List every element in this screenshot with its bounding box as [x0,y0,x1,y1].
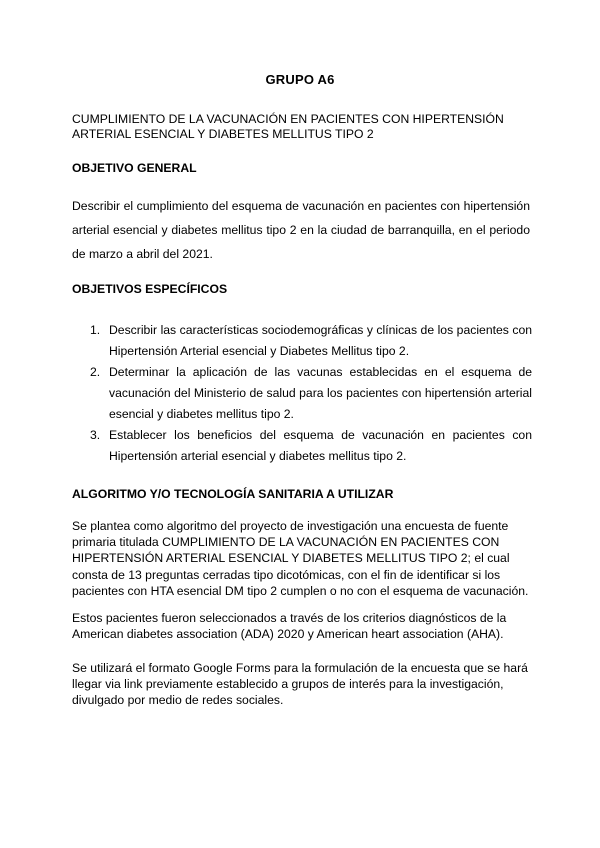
list-item-text: Determinar la aplicación de las vacunas establecidas en el esquema de vacunación del Ministerio de salud para los pacientes con hipertensión arterial esencial y diabetes mellitus tipo 2. [109,365,532,421]
list-item-number: 2. [90,365,101,379]
list-item [72,320,532,362]
list-item-number: 3. [90,428,101,442]
general-objective-heading: OBJETIVO GENERAL [72,161,197,175]
list-item-number: 1. [90,323,101,337]
algorithm-paragraph-2: Estos pacientes fueron seleccionados a través de los criterios diagnósticos de la American diabetes association (ADA) 2020 y American heart association (AHA). [72,611,507,642]
algorithm-heading: ALGORITMO Y/O TECNOLOGÍA SANITARIA A UTILIZAR [72,487,394,501]
specific-objectives-list [72,320,532,467]
project-title: CUMPLIMIENTO DE LA VACUNACIÓN EN PACIENTES CON HIPERTENSIÓN ARTERIAL ESENCIAL Y DIABETES MELLITUS TIPO 2 [72,112,504,141]
list-item [72,425,532,467]
list-item [72,362,532,425]
group-title: GRUPO A6 [265,72,335,87]
algorithm-paragraph-3: Se utilizará el formato Google Forms para la formulación de la encuesta que se hará llegar via link previamente establecido a grupos de interés para la investigación, divulgado por medio de redes sociales. [72,661,528,708]
list-item-text: Establecer los beneficios del esquema de vacunación en pacientes con Hipertensión arterial esencial y diabetes mellitus tipo 2. [109,428,532,463]
general-objective-text: Describir el cumplimiento del esquema de vacunación en pacientes con hipertensión arterial esencial y diabetes mellitus tipo 2 en la ciudad de barranquilla, en el periodo de marzo a abril del 2021. [72,199,530,261]
list-item-text: Describir las características sociodemográficas y clínicas de los pacientes con Hipertensión Arterial esencial y Diabetes Mellitus tipo 2. [109,323,532,358]
algorithm-paragraph-1: Se plantea como algoritmo del proyecto de investigación una encuesta de fuente primaria titulada CUMPLIMIENTO DE LA VACUNACIÓN EN PACIENTES CON HIPERTENSIÓN ARTERIAL ESENCIAL Y DIABETES MELLITUS TIPO 2; el cual consta de 13 preguntas cerradas tipo dicotómicas, con el fin de identificar si los pacientes con HTA esencial DM tipo 2 cumplen o no con el esquema de vacunación. [72,519,529,598]
specific-objectives-heading: OBJETIVOS ESPECÍFICOS [72,282,228,296]
